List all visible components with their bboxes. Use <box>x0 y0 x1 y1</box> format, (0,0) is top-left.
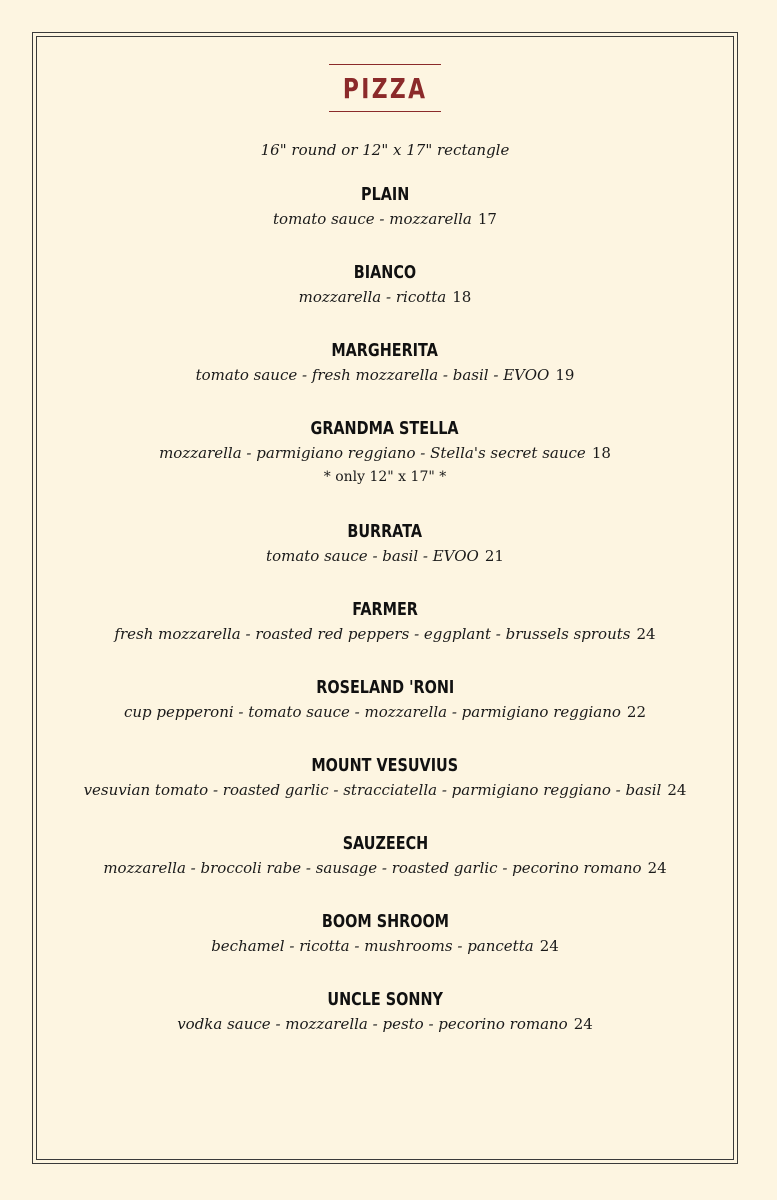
item-price: 22 <box>626 703 646 721</box>
item-description-line <box>32 209 738 229</box>
item-description-line <box>32 702 738 722</box>
item-description: fresh mozzarella - roasted red peppers - eggplant - brussels sprouts <box>114 625 631 643</box>
item-description: mozzarella - broccoli rabe - sausage - roasted garlic - pecorino romano <box>103 859 642 877</box>
item-price: 24 <box>667 781 687 799</box>
item-description-line <box>32 1014 738 1034</box>
item-description: bechamel - ricotta - mushrooms - pancetta <box>211 937 534 955</box>
item-price: 18 <box>452 288 472 306</box>
item-description-line <box>32 443 738 463</box>
item-price: 24 <box>539 937 559 955</box>
item-description-line <box>32 780 738 800</box>
item-description: tomato sauce - basil - EVOO <box>266 547 479 565</box>
title-rules <box>329 64 441 112</box>
menu-item <box>32 521 738 599</box>
menu-item <box>32 418 738 521</box>
menu-title: PIZZA <box>342 72 428 105</box>
menu-item <box>32 184 738 262</box>
menu-item <box>32 833 738 911</box>
item-description: vesuvian tomato - roasted garlic - stracciatella - parmigiano reggiano - basil <box>83 781 662 799</box>
size-subtitle: 16" round or 12" x 17" rectangle <box>260 141 510 159</box>
item-description: mozzarella - parmigiano reggiano - Stella's secret sauce <box>159 444 586 462</box>
menu-item <box>32 755 738 833</box>
item-price: 21 <box>484 547 504 565</box>
item-description: tomato sauce - fresh mozzarella - basil - EVOO <box>195 366 550 384</box>
item-description-line <box>32 936 738 956</box>
menu-item <box>32 911 738 989</box>
menu-item <box>32 677 738 755</box>
item-name: BURRATA <box>347 521 423 542</box>
item-name: MOUNT VESUVIUS <box>311 755 459 776</box>
item-description-line <box>32 365 738 385</box>
menu-items <box>32 184 738 1067</box>
item-description: tomato sauce - mozzarella <box>273 210 472 228</box>
menu-content <box>32 32 738 1067</box>
item-description-line <box>32 858 738 878</box>
menu-item <box>32 340 738 418</box>
item-name: MARGHERITA <box>331 340 439 361</box>
menu-item <box>32 262 738 340</box>
item-description-line <box>32 624 738 644</box>
item-name: UNCLE SONNY <box>327 989 443 1010</box>
item-name: ROSELAND 'RONI <box>315 677 455 698</box>
menu-item <box>32 989 738 1067</box>
item-name: BIANCO <box>353 262 417 283</box>
item-name: BOOM SHROOM <box>321 911 449 932</box>
menu-item <box>32 599 738 677</box>
item-description: cup pepperoni - tomato sauce - mozzarella - parmigiano reggiano <box>124 703 621 721</box>
item-price: 19 <box>555 366 575 384</box>
item-name: GRANDMA STELLA <box>310 418 460 439</box>
item-description-line <box>32 546 738 566</box>
item-name: PLAIN <box>360 184 410 205</box>
item-price: 24 <box>647 859 667 877</box>
item-description-line <box>32 287 738 307</box>
item-price: 17 <box>477 210 497 228</box>
item-description: mozzarella - ricotta <box>298 288 447 306</box>
item-price: 18 <box>591 444 611 462</box>
item-price: 24 <box>636 625 656 643</box>
item-description: vodka sauce - mozzarella - pesto - pecorino romano <box>177 1015 568 1033</box>
item-name: FARMER <box>352 599 418 620</box>
item-price: 24 <box>573 1015 593 1033</box>
item-size-note: * only 12" x 17" * <box>323 469 447 485</box>
item-name: SAUZEECH <box>342 833 428 854</box>
